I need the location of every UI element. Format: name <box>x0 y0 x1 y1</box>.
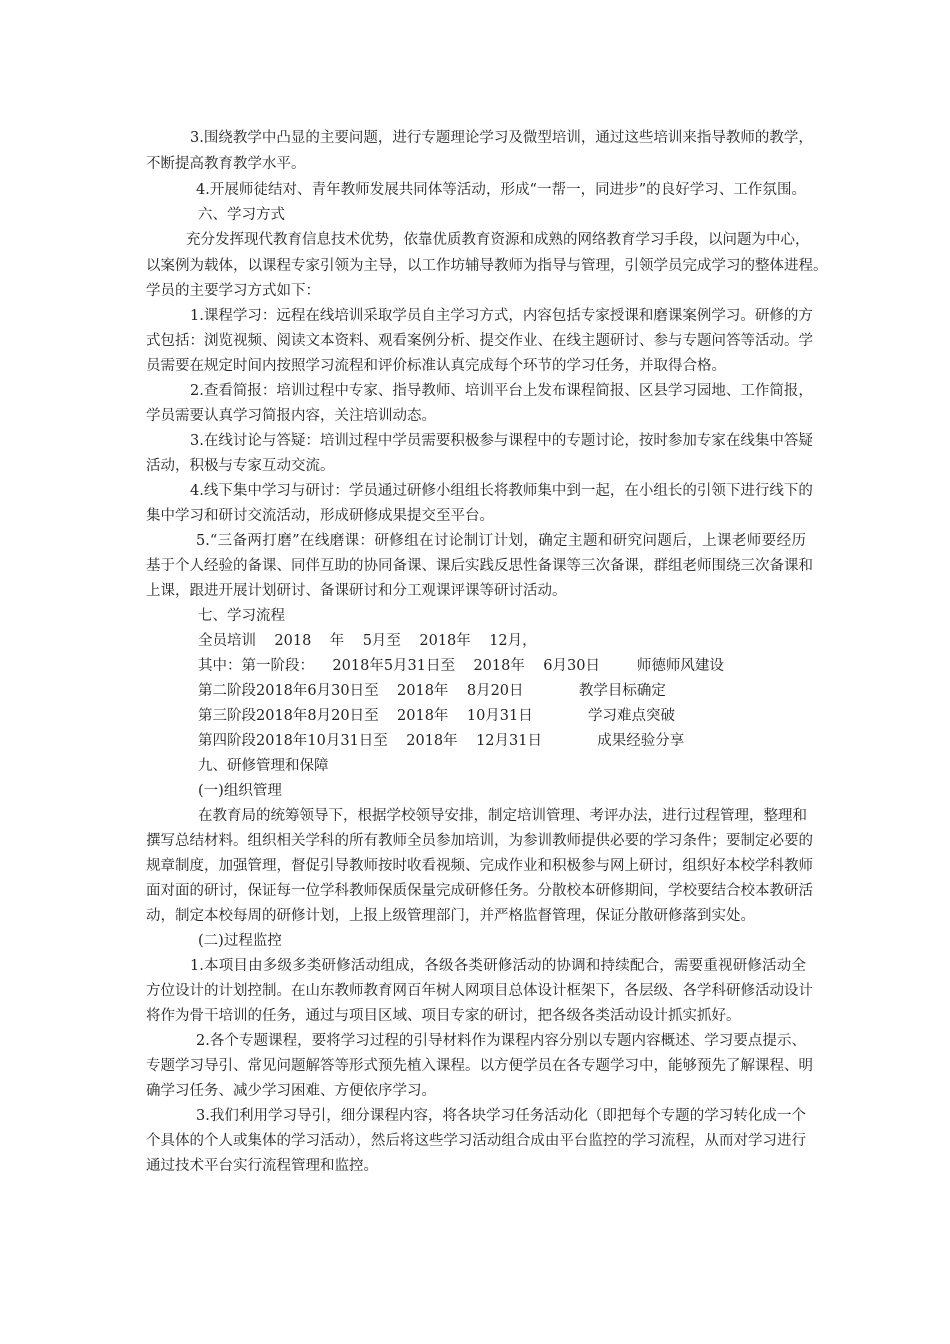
paragraph-line: 1.本项目由多级多类研修活动组成，各级各类研修活动的协调和持续配合，需要重视研修活动全 <box>190 958 806 974</box>
paragraph-line: 撰写总结材料。组织相关学科的所有教师全员参加培训，为参训教师提供必要的学习条件；要制定必要的 <box>146 833 813 849</box>
paragraph-line: 专题学习导引、常见问题解答等形式预先植入课程。以方便学员在各专题学习中，能够预先了解课程、明 <box>146 1058 813 1074</box>
paragraph-line: 规章制度，加强管理，督促引导教师按时收看视频、完成作业和积极参与网上研讨，组织好本校学科教师 <box>146 858 813 874</box>
paragraph-line: 个具体的个人或集体的学习活动），然后将这些学习活动组合成由平台监控的学习流程，从而对学习进行 <box>146 1133 806 1149</box>
paragraph-line: 式包括：浏览视频、阅读文本资料、观看案例分析、提交作业、在线主题研讨、参与专题问答等活动。学 <box>146 333 813 349</box>
paragraph-line: 动，制定本校每周的研修计划，上报上级管理部门，并严格监督管理，保证分散研修落到实处。 <box>146 908 755 924</box>
paragraph-line: 活动，积极与专家互动交流。 <box>146 458 335 474</box>
paragraph-line: 通过技术平台实行流程管理和监控。 <box>146 1158 378 1174</box>
paragraph-line: 学员的主要学习方式如下： <box>146 283 320 299</box>
schedule-line: 第二阶段2018年6月30日至 2018年 8月20日 教学目标确定 <box>198 683 666 699</box>
section-heading: 九、研修管理和保障 <box>198 758 329 774</box>
paragraph-line: 不断提高教育教学水平。 <box>146 156 306 172</box>
paragraph-line: 面对面的研讨，保证每一位学科教师保质保量完成研修任务。分散校本研修期间，学校要结合校本教研活 <box>146 883 813 899</box>
subsection-heading: (二)过程监控 <box>198 933 282 949</box>
paragraph-line: 4.开展师徒结对、青年教师发展共同体等活动，形成“一帮一，同进步”的良好学习、工作氛围。 <box>196 182 806 198</box>
paragraph-line: 集中学习和研讨交流活动，形成研修成果提交至平台。 <box>146 508 494 524</box>
schedule-line: 全员培训 2018 年 5月至 2018年 12月， <box>198 633 537 649</box>
paragraph-line: 3.在线讨论与答疑：培训过程中学员需要积极参与课程中的专题讨论，按时参加专家在线集中答疑 <box>190 433 813 449</box>
schedule-line: 第三阶段2018年8月20日至 2018年 10月31日 学习难点突破 <box>198 708 676 724</box>
schedule-line: 第四阶段2018年10月31日至 2018年 12月31日 成果经验分享 <box>198 733 685 749</box>
section-heading: 六、学习方式 <box>198 207 285 223</box>
paragraph-line: 4.线下集中学习与研讨：学员通过研修小组组长将教师集中到一起，在小组长的引领下进行线下的 <box>190 483 813 499</box>
subsection-heading: (一)组织管理 <box>198 783 282 799</box>
schedule-line: 其中：第一阶段： 2018年5月31日至 2018年 6月30日 师德师风建设 <box>198 658 724 674</box>
paragraph-line: 方位设计的计划控制。在山东教师教育网百年树人网项目总体设计框架下，各层级、各学科研修活动设计 <box>146 983 813 999</box>
paragraph-line: 充分发挥现代教育信息技术优势，依靠优质教育资源和成熟的网络教育学习手段，以问题为中心， <box>186 232 810 248</box>
paragraph-line: 以案例为载体，以课程专家引领为主导，以工作坊辅导教师为指导与管理，引领学员完成学习的整体进程。 <box>146 258 828 274</box>
paragraph-line: 员需要在规定时间内按照学习流程和评价标准认真完成每个环节的学习任务，并取得合格。 <box>146 358 726 374</box>
paragraph-line: 5.“三备两打磨”在线磨课：研修组在讨论制订计划，确定主题和研究问题后，上课老师要经历 <box>196 533 806 549</box>
paragraph-line: 基于个人经验的备课、同伴互助的协同备课、课后实践反思性备课等三次备课，群组老师围绕三次备课和 <box>146 558 813 574</box>
paragraph-line: 2.各个专题课程，要将学习过程的引导材料作为课程内容分别以专题内容概述、学习要点提示、 <box>196 1033 806 1049</box>
paragraph-line: 确学习任务、减少学习困难、方便依序学习。 <box>146 1083 436 1099</box>
paragraph-line: 学员需要认真学习简报内容，关注培训动态。 <box>146 408 436 424</box>
section-heading: 七、学习流程 <box>198 608 285 624</box>
paragraph-line: 3.我们利用学习导引，细分课程内容，将各块学习任务活动化（即把每个专题的学习转化成一个 <box>196 1108 806 1124</box>
paragraph-line: 将作为骨干培训的任务，通过与项目区域、项目专家的研讨，把各级各类活动设计抓实抓好。 <box>146 1008 741 1024</box>
paragraph-line: 上课，跟进开展计划研讨、备课研讨和分工观课评课等研讨活动。 <box>146 583 567 599</box>
paragraph-line: 3.围绕教学中凸显的主要问题，进行专题理论学习及微型培训，通过这些培训来指导教师的教学， <box>190 130 813 146</box>
paragraph-line: 1.课程学习：远程在线培训采取学员自主学习方式，内容包括专家授课和磨课案例学习。研修的方 <box>190 308 813 324</box>
paragraph-line: 在教育局的统筹领导下，根据学校领导安排，制定培训管理、考评办法，进行过程管理，整理和 <box>198 808 807 824</box>
paragraph-line: 2.查看简报：培训过程中专家、指导教师、培训平台上发布课程简报、区县学习园地、工作简报， <box>190 383 813 399</box>
